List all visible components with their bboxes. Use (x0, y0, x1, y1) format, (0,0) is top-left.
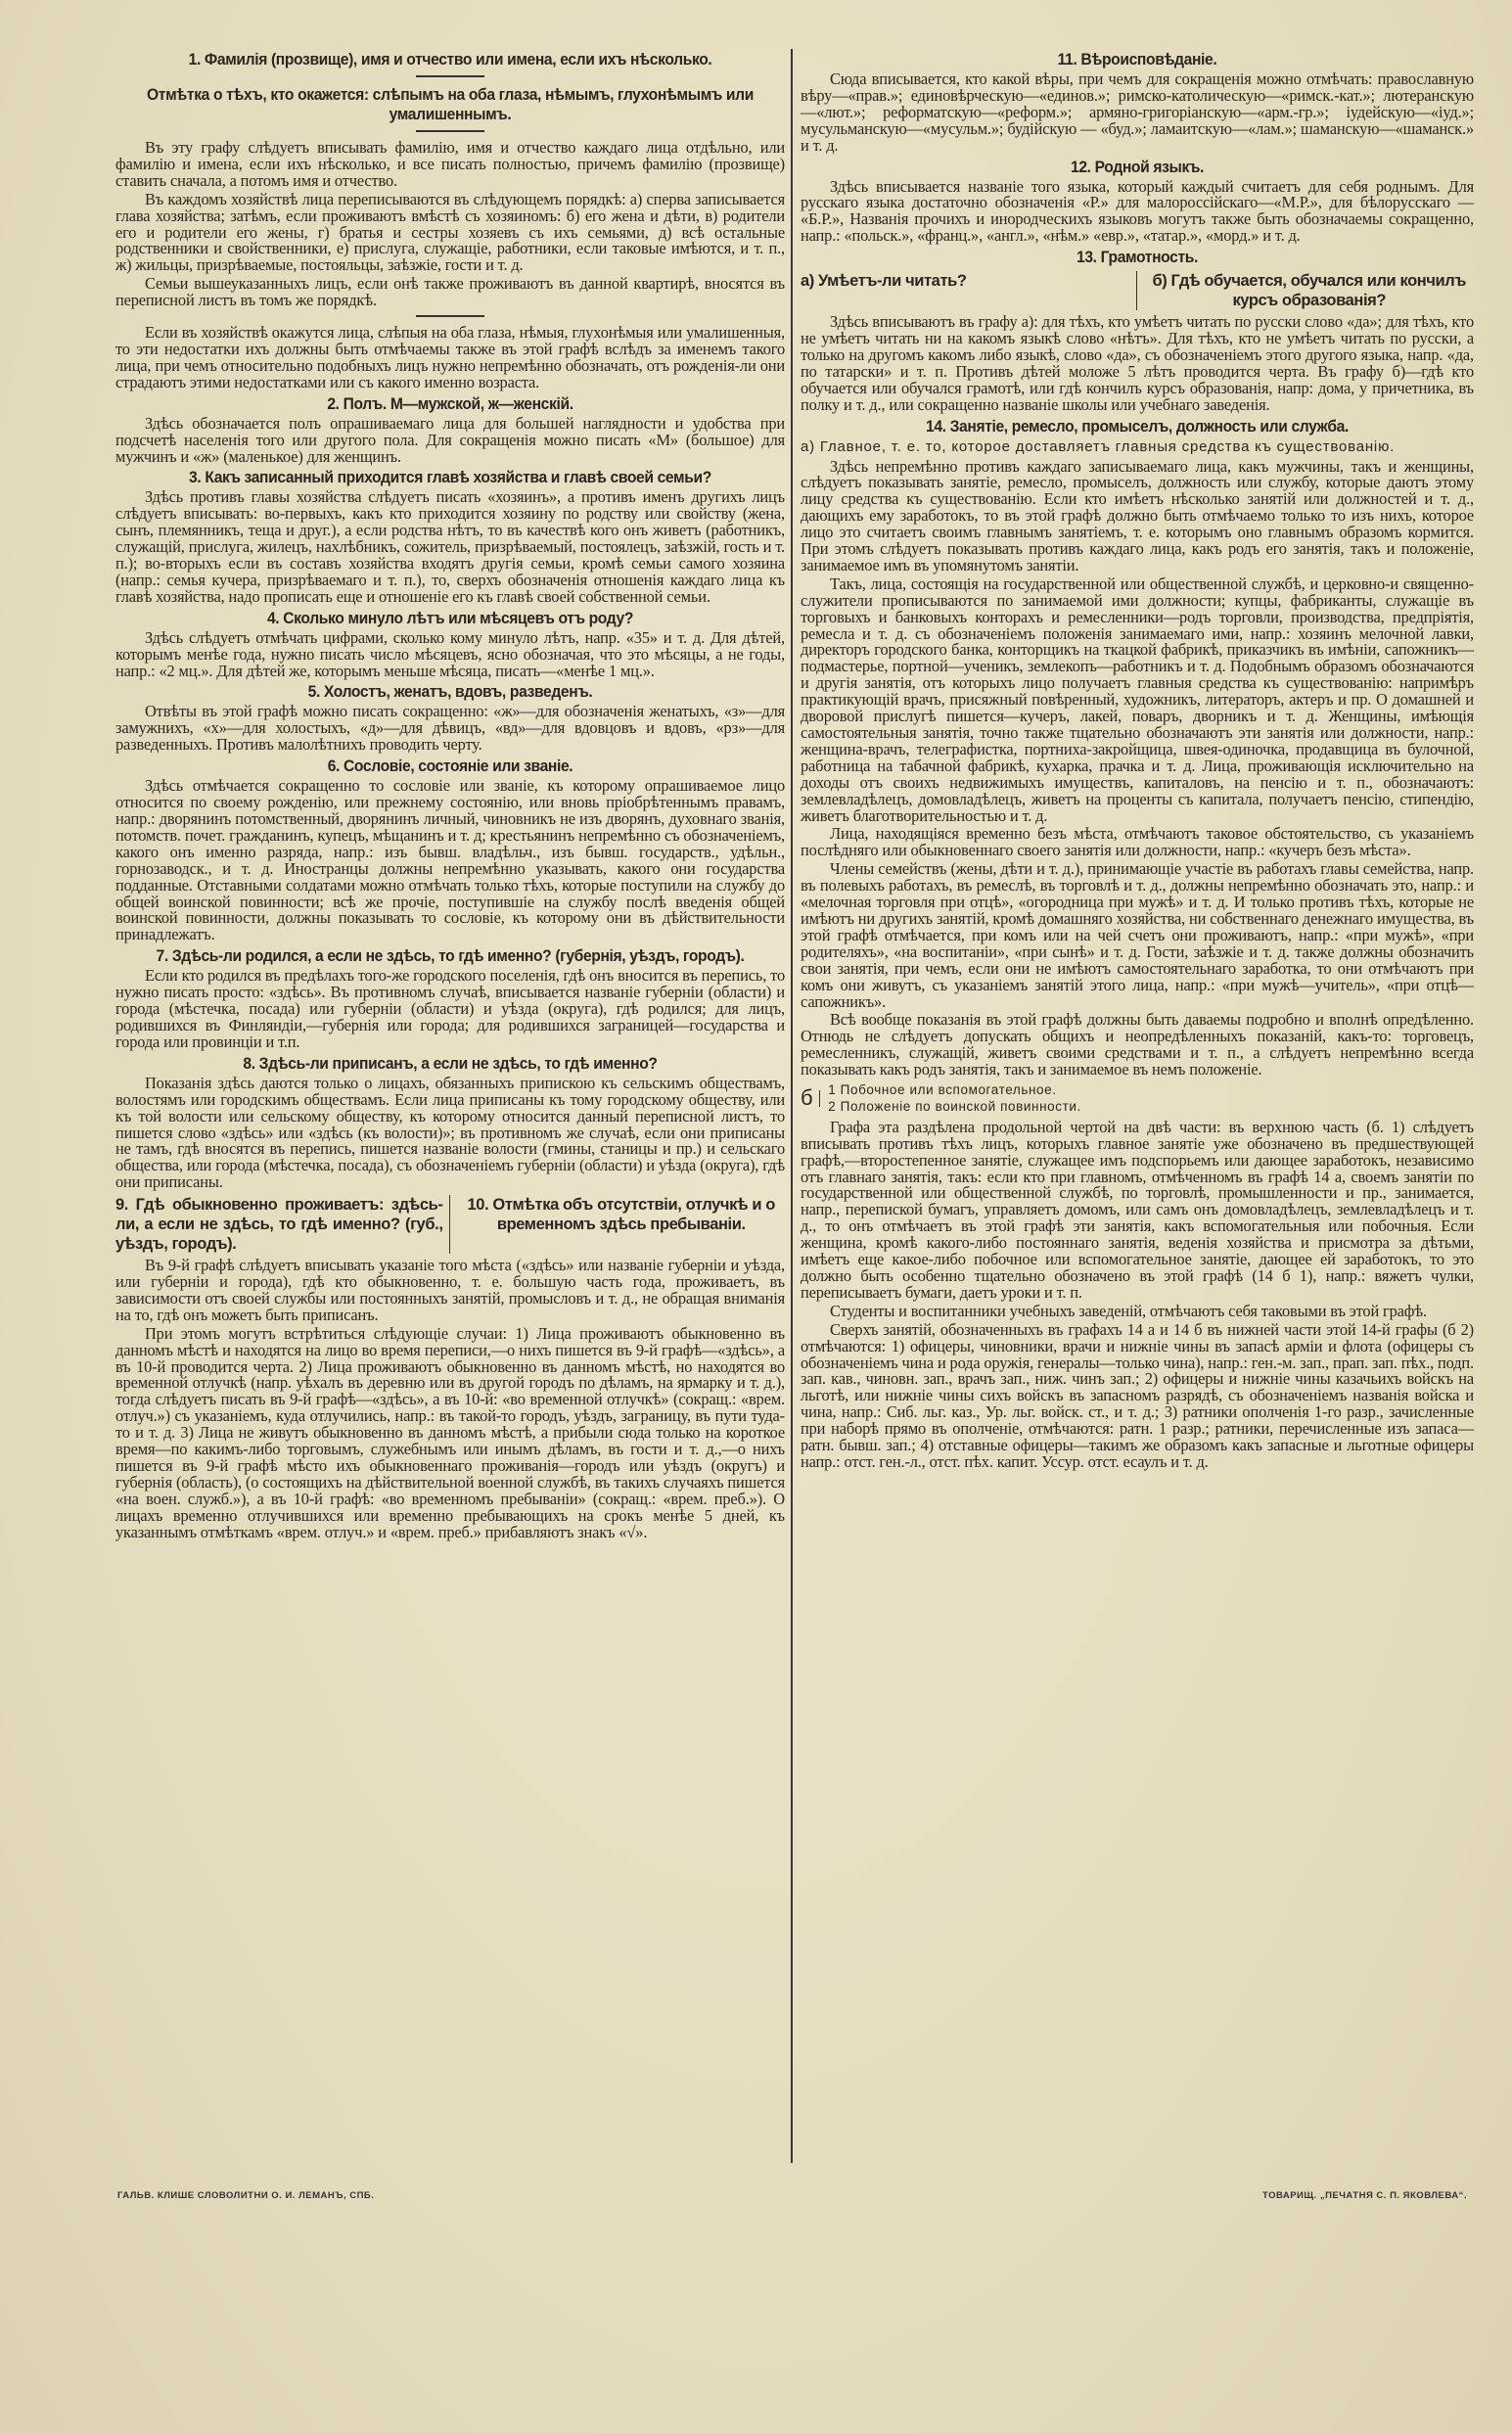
paragraph: Здѣсь вписываютъ въ графу а): для тѣхъ, кто умѣетъ читать по русски слово «да»; для тѣхъ, кто не умѣетъ читать ни на какомъ языкѣ слово «нѣтъ». Для тѣхъ, кто не умѣетъ читать по русски, а только на другомъ какомъ либо языкѣ, слово «да», съ обозначеніемъ этого другого языка, напр. «да, по татарски» и т. п. Противъ дѣтей моложе 5 лѣтъ проводится черта. Въ графу б)—гдѣ кто обучается или обучался грамотѣ, или гдѣ кончилъ курсъ образованія, напр: дома, у причетника, въ полку и т. д., или сокращенно названіе школы или учебнаго заведенія. (801, 312, 1474, 414)
paragraph: Графа эта раздѣлена продольной чертой на двѣ части: въ верхнюю часть (б. 1) слѣдуетъ вписывать противъ тѣхъ лицъ, которыхъ главное занятіе уже обозначено въ предшествующей графѣ,—второстепенное занятіе, служащее имъ подспорьемъ или дающее заработокъ, независимо отъ главнаго занятія, такъ: если кто при главномъ, отмѣченномъ въ графѣ 14 а, своемъ занятіи по государственной или общественной службѣ, по торговлѣ, промышленности и пр., занимается, напр., перепиской бумагъ, управляетъ домомъ, или самъ онъ домовладѣлецъ, землевладѣлецъ и т. д., то онъ отмѣчаетъ въ этой графѣ эти занятія, какъ вспомогательныя или побочныя. Если женщина, кромѣ какого-либо постояннаго занятія, веденія хозяйства и присмотра за дѣтьми, имѣетъ еще какое-либо побочное или вспомогательное занятіе, дающее ей заработокъ, то это должно быть особенно тщательно обозначено въ этой графѣ (14 б 1), напр.: вяжетъ чулки, переписываетъ бумаги, даетъ уроки и т. п. (801, 1117, 1474, 1302)
split-heading-right: б) Гдѣ обучается, обучался или кончилъ курсъ образованія? (1152, 272, 1467, 310)
footer-right-imprint: ТОВАРИЩ. „ПЕЧАТНЯ С. П. ЯКОВЛЕВА“. (1262, 2190, 1467, 2201)
paragraph: Если кто родился въ предѣлахъ того-же городского поселенія, гдѣ онъ вносится въ перепись, то нужно писать просто: «здѣсь». Въ противномъ случаѣ, вписывается названіе губерніи (области) и города (мѣстечка, посада) или губерніи (области) и уѣзда (округа), гдѣ родился; для лицъ, родившихся въ Финляндіи,—губернія или города; для родившихся заграницей—государства и города или провинціи и т.п. (115, 966, 785, 1051)
section-heading: 8. Здѣсь-ли приписанъ, а если не здѣсь, то гдѣ именно? (243, 1053, 658, 1073)
subheading: а) Главное, т. е. то, которое доставляетъ главныя средства къ существованію. (801, 437, 1396, 455)
right-column (801, 47, 1474, 1473)
footer-left-imprint: ГАЛЬВ. КЛИШЕ СЛОВОЛИТНИ О. И. ЛЕМАНЪ, СПБ. (117, 2190, 375, 2201)
paragraph: Здѣсь отмѣчается сокращенно то сословіе или званіе, къ которому опрашиваемое лицо относится по своему рожденію, или прежнему состоянію, или вновь пріобрѣтеннымъ правамъ, напр.: дворянинъ потомственный, дворянинъ личный, чиновникъ не изъ дворянъ, духовнаго званія, потомств. почет. гражданинъ, купецъ, мѣщанинъ и т. д; крестьянинъ непремѣнно съ обозначеніемъ, какого онъ именно разряда, напр.: изъ бывш. владѣльч., изъ бывш. государств., удѣльн., горнозаводск., и т. д. Иностранцы должны непремѣнно указывать, какого они государства подданные. Отставными солдатами можно отмѣчать только тѣхъ, которые поступили на службу до общей воинской повинности; всѣ же прочіе, поступившіе на службу послѣ введенія общей воинской повинности, должны показывать то сословіе, къ которому они въ дѣйствительности принадлежатъ. (115, 776, 785, 944)
section-heading: 11. Вѣроисповѣданіе. (1057, 50, 1217, 69)
brace-items (828, 1082, 1081, 1116)
section-divider (416, 315, 484, 317)
paragraph: Семьи вышеуказанныхъ лицъ, если онѣ также проживаютъ въ данной квартирѣ, вносятся въ переписной листъ въ томъ же порядкѣ. (115, 274, 785, 310)
section-heading: 14. Занятіе, ремесло, промыселъ, должность или служба. (925, 416, 1349, 436)
paragraph: Такъ, лица, состоящія на государственной или общественной службѣ, и церковно-и священно-служители прописываются по занимаемой ими должности; купцы, фабриканты, служащіе въ торговыхъ и банковыхъ конторахъ и ремесленники—родъ торговли, производства, предпріятія, ремесла и т. д. съ обозначеніемъ положенія занимаемаго ими, напр.: хозяинъ мелочной лавки, директоръ городского банка, конторщикъ на ткацкой фабрикѣ, приказчикъ въ имѣніи, сапожникъ—подмастерье, портной—ученикъ, землекопъ—работникъ и т. д. Подобнымъ образомъ обозначаются и другія занятія, отъ которыхъ лицо получаетъ главныя средства къ существованію: напримѣръ практикующій врачъ, присяжный повѣренный, художникъ, литераторъ, актеръ и пр. О домашней и дворовой прислугѣ пишется—кучеръ, лакей, поваръ, дворникъ и т. д. Женщины, имѣющія самостоятельныя занятія, точно также тщательно обозначаютъ эти занятія или должности, напр.: женщина-врачъ, телеграфистка, портниха-закройщица, швея-одиночка, продавщица въ булочной, работница на табачной фабрикѣ, кухарка, прачка и т. д. Лица, проживающія исключительно на доходы отъ своихъ недвижимыхъ имуществъ, капиталовъ, на пенсію и т. п., обозначаютъ: землевладѣлецъ, домовладѣлецъ, живетъ на проценты съ капитала, получаетъ пенсію, стипендію, живетъ благотворительностью и т. д. (801, 574, 1474, 825)
section-heading: 2. Полъ. М—мужской, ж—женскій. (327, 393, 573, 413)
section-heading: 3. Какъ записанный приходится главѣ хозяйства и главѣ своей семьи? (189, 468, 711, 487)
section-heading: Отмѣтка о тѣхъ, кто окажется: слѣпымъ на оба глаза, нѣмымъ, глухонѣмымъ или умалишеннымъ. (147, 85, 754, 123)
paragraph: Всѣ вообще показанія въ этой графѣ должны быть даваемы подробно и вполнѣ опредѣленно. Отнюдь не слѣдуетъ допускать общихъ и неопредѣленныхъ показаній, какъ-то: торговецъ, ремесленникъ, служащій, живетъ своими средствами и т. п., а слѣдуетъ непремѣнно всегда показывать какъ родъ занятія, такъ и занимаемое въ немъ положеніе. (801, 1010, 1474, 1079)
brace-item: 2 Положеніе по воинской повинности. (828, 1098, 1081, 1114)
paragraph: Лица, находящіяся временно безъ мѣста, отмѣчаютъ таковое обстоятельство, съ указаніемъ послѣдняго или обыкновеннаго своего занятія или должности, напр.: «кучеръ безъ мѣста». (801, 824, 1474, 860)
section-heading: 6. Сословіе, состояніе или званіе. (327, 757, 573, 776)
section-heading: 5. Холостъ, женатъ, вдовъ, разведенъ. (307, 682, 593, 702)
left-column (115, 47, 785, 1543)
split-heading-left: а) Умѣетъ-ли читать? (801, 271, 1137, 310)
brace-item: 1 Побочное или вспомогательное. (828, 1082, 1057, 1098)
paragraph: Сверхъ занятій, обозначенныхъ въ графахъ 14 а и 14 б въ нижней части этой 14-й графы (б 2) отмѣчаются: 1) офицеры, чиновники, врачи и нижніе чины въ запасѣ арміи и флота (офицеры съ обозначеніемъ чина и рода оружія, генералы—только чина), напр.: ген.-м. зап., прап. зап. пѣх., подп. зап. кав., чиновн. зап., врачъ зап., ниж. чинъ зап.; 2) офицеры и нижніе чины казачьихъ войскъ на льготѣ, или нижніе чины сихъ войскъ въ запасномъ разрядѣ, съ обозначеніемъ названія войска и чина, напр.: Сиб. льг. каз., Ур. льг. войск. ст., и т. д.; 3) ратники ополченія 1-го разр., зачисленные при наборѣ прямо въ ополченіе, отмѣчаются: ратн. 1 разр.; ратники, перечисленные изъ запаса—ратн. бывш. зап.; 4) отставные офицеры—такимъ же образомъ какъ запасные и льготные офицеры напр.: отст. ген.-л., отст. пѣх. капит. Уссур. отст. есаулъ и т. д. (801, 1319, 1475, 1471)
paragraph: Если въ хозяйствѣ окажутся лица, слѣпыя на оба глаза, нѣмыя, глухонѣмыя или умалишенныя, то эти недостатки ихъ должны быть отмѣчаемы также въ этой графѣ вслѣдъ за именемъ такого лица, при чемъ относительно подобныхъ лицъ нужно непремѣнно обозначать, отъ рожденія-ли они страдаютъ этими недостатками или съ какого именно возраста. (115, 323, 785, 391)
paragraph: Здѣсь вписывается названіе того языка, который каждый считаетъ для себя роднымъ. Для русскаго языка достаточно обозначенія «Р.» для малороссійскаго—«М.Р.», для бѣлорусскаго — «Б.Р.», Названія прочихъ и инородческихъ языковъ могутъ также быть обозначаемы сокращенно, напр.: «польск.», «франц.», «англ.», «нѣм.» «евр.», «татар.», «морд.» и т. д. (801, 176, 1474, 246)
section-heading: 13. Грамотность. (1076, 248, 1199, 267)
paragraph: При этомъ могутъ встрѣтиться слѣдующіе случаи: 1) Лица проживаютъ обыкновенно въ данномъ мѣстѣ и находятся на лицо во время переписи,—о нихъ пишется въ 9-й графѣ—«здѣсь», а въ 10-й проводится черта. 2) Лица проживаютъ обыкновенно въ данномъ мѣстѣ, но находятся во временной отлучкѣ (напр. уѣхалъ въ деревню или въ другой городъ по дѣламъ, на ярмарку и т. д.), тогда слѣдуетъ писать въ 9-й графѣ—«здѣсь», а въ 10-й: «во временной отлучкѣ» (сокращ.: «врем. отлуч.») съ указаніемъ, куда отлучились, напр.: въ такой-то городъ, уѣздъ, заграницу, въ пути туда-то и т. д. 3) Лица не живутъ обыкновенно въ данномъ мѣстѣ, а прибыли сюда только на короткое время—по какимъ-либо торговымъ, служебнымъ или инымъ дѣламъ, въ гости и т. д.,—о нихъ пишется въ 9-й графѣ мѣсто ихъ обыкновеннаго проживанія—городъ или уѣздъ (округъ) и губернія (область), (о состоящихъ на дѣйствительной военной службѣ, въ такихъ случаяхъ пишется «на воен. служб.»), а въ 10-й графѣ: «во временномъ пребываніи» (сокращ.: «врем. преб.»). О лицахъ временно отлучившихся или временно пребывающихъ на срокъ менѣе 5 дней, къ указаннымъ отмѣткамъ «врем. отлуч.» и «врем. преб.» прибавляютъ знакъ «√». (115, 1323, 785, 1541)
column-divider (791, 49, 793, 2163)
split-heading-left: 9. Гдѣ обыкновенно проживаетъ: здѣсь-ли, а если не здѣсь, то гдѣ именно? (губ., уѣздъ, городъ). (115, 1195, 450, 1254)
section-heading: 7. Здѣсь-ли родился, а если не здѣсь, то гдѣ именно? (губернія, уѣздъ, городъ). (156, 946, 745, 966)
section-heading: 12. Родной языкъ. (1071, 157, 1204, 176)
paragraph: Здѣсь противъ главы хозяйства слѣдуетъ писать «хозяинъ», а противъ именъ другихъ лицъ слѣдуетъ вписывать: во-первыхъ, какъ кто приходится хозяину по родству или свойству (жена, сынъ, племянникъ, теща и друг.), а если родства нѣтъ, то въ качествѣ кого онъ живетъ (работникъ, служащій, прислуга, жилецъ, нахлѣбникъ, сожитель, призрѣваемый, постоялецъ, заѣзжій, гость и т. п.); во-вторыхъ если въ составъ хозяйства входятъ другія семьи, кромѣ семьи самого хозяина (напр.: семья кучера, призрѣваемаго и т. п.), то, сверхъ обозначенія отношенія каждаго лица къ главѣ хозяйства, надо прописать еще и отношеніе его къ главѣ своей собственной семьи. (115, 487, 785, 606)
paragraph: Сюда вписывается, кто какой вѣры, при чемъ для сокращенія можно отмѣчать: православную вѣру—«прав.»; единовѣрческую—«единов.»; римско-католическую—«римск.-кат.»; лютеранскую—«лют.»; реформатскую—«реформ.»; армяно-григоріанскую—«арм.-гр.»; іудейскую—«іуд.»; мусульманскую—«мусульм.»; будійскую — «буд.»; ламаитскую—«лам.»; шаманскую—«шаманск.» и т. д. (801, 69, 1474, 155)
split-heading (801, 271, 1474, 310)
paragraph: Въ 9-й графѣ слѣдуетъ вписывать указаніе того мѣста («здѣсь» или названіе губерніи и уѣзда, или губерніи и города), гдѣ кто обыкновенно, т. е. большую часть года, проживаетъ, въ зависимости отъ своей службы или постоянныхъ занятій, промысловъ и т. д., не обращая вниманія на то, гдѣ онъ можетъ быть приписанъ. (115, 1256, 785, 1324)
paragraph: Показанія здѣсь даются только о лицахъ, обязанныхъ припискою къ сельскимъ обществамъ, волостямъ или городскимъ обществамъ. Если лица приписаны къ тому городскому обществу, или къ той волости или сельскому обществу, къ которому относится данный переписной листъ, то пишется слово «здѣсь» или «здѣсь (къ волости)»; въ противномъ же случаѣ, если они приписаны не тамъ, гдѣ вносятся въ перепись, пишется названіе волости (гмины, станицы и пр.) и сельскаго общества, или города (мѣстечка, посада), съ обозначеніемъ губерніи (области) и уѣзда (округа), гдѣ они приписаны. (115, 1073, 785, 1192)
section-divider (416, 75, 484, 77)
paragraph: Здѣсь обозначается полъ опрашиваемаго лица для большей наглядности и удобства при подсчетѣ населенія того или другого пола. Для сокращенія можно писать «М» (большое) для мужчинъ и «ж» (маленькое) для женщинъ. (115, 413, 785, 466)
paragraph: Здѣсь непремѣнно противъ каждаго записываемаго лица, какъ мужчины, такъ и женщины, слѣдуетъ показывать занятіе, ремесло, промыселъ, должность или службу, которые даютъ этому лицу средства къ существованію. Если кто имѣетъ нѣсколько занятій или должностей и т. д., дающихъ ему заработокъ, то въ этой графѣ должно быть отмѣчаемо только то изъ нихъ, которое лицо это считаетъ своимъ главнымъ занятіемъ, т. е. которымъ оно главнымъ образомъ кормится. При этомъ слѣдуетъ показывать противъ каждаго лица, какъ родъ его занятія, такъ и положеніе, занимаемое имъ въ упомянутомъ занятіи. (801, 456, 1474, 574)
split-heading (115, 1195, 785, 1254)
brace-heading (801, 1082, 1474, 1116)
section-divider (416, 130, 484, 132)
section-heading: 1. Фамилія (прозвище), имя и отчество или имена, если ихъ нѣсколько. (188, 50, 712, 69)
paragraph: Студенты и воспитанники учебныхъ заведеній, отмѣчаютъ себя таковыми въ этой графѣ. (830, 1301, 1427, 1320)
paragraph: Здѣсь слѣдуетъ отмѣчать цифрами, сколько кому минуло лѣтъ, напр. «35» и т. д. Для дѣтей, которымъ менѣе года, нужно писать число мѣсяцевъ, ясно обозначая, что это мѣсяцы, а не годы, напр.: «2 мц.». Для дѣтей же, которымъ меньше мѣсяца, писать—«менѣе 1 мц.». (115, 627, 785, 680)
section-heading: 4. Сколько минуло лѣтъ или мѣсяцевъ отъ роду? (266, 608, 634, 627)
split-heading-right: 10. Отмѣтка объ отсутствіи, отлучкѣ и о временномъ здѣсь пребываніи. (467, 1196, 775, 1234)
paragraph: Члены семействъ (жены, дѣти и т. д.), принимающіе участіе въ работахъ главы семейства, напр. въ полевыхъ работахъ, въ ремеслѣ, въ торговлѣ и т. д., должны непремѣнно обозначать это, напр.: и «мелочная торговля при отцѣ», «огородница при мужѣ» и т. д. И только противъ тѣхъ, которые не имѣютъ ни другихъ занятій, кромѣ домашняго хозяйства, ни собственнаго денежнаго имущества, въ этой графѣ отмѣчается, при комъ или на чей счетъ они проживаютъ, напр.: «при мужѣ», «при родителяхъ», «на воспитаніи», «при сынѣ» и т. д. Гости, заѣзжіе и т. д. также должны обозначить свои занятія, при чемъ, если они не имѣютъ самостоятельнаго заработка, то они отмѣчаютъ при комъ они живутъ, съ указаніемъ занятій этого лица, напр.: «при мужѣ—учитель», «при отцѣ—сапожникъ». (801, 859, 1474, 1011)
brace-mark: б (801, 1090, 820, 1107)
paragraph: Отвѣты въ этой графѣ можно писать сокращенно: «ж»—для обозначенія женатыхъ, «з»—для замужнихъ, «х»—для холостыхъ, «д»—для дѣвицъ, «вд»—для вдовцовъ и вдовъ, «рз»—для разведенныхъ. Противъ малолѣтнихъ проводить черту. (115, 702, 785, 755)
paragraph: Въ каждомъ хозяйствѣ лица переписываются въ слѣдующемъ порядкѣ: а) сперва записывается глава хозяйства; затѣмъ, если проживаютъ вмѣстѣ съ хозяиномъ: б) его жена и дѣти, в) родители его и родители его жены, г) братья и сестры хозяевъ съ ихъ семьями, д) всѣ остальные родственники и свойственники, е) прислуга, служащіе, работники, если таковые имѣются, и т. п., ж) жильцы, призрѣваемые, постояльцы, заѣзжіе, гости и т. д. (115, 189, 785, 275)
paragraph: Въ эту графу слѣдуетъ вписывать фамилію, имя и отчество каждаго лица отдѣльно, или фамилію и имена, если ихъ нѣсколько, и все писать полностью, причемъ фамилію (прозвище) ставить сначала, а потомъ имя и отчество. (115, 138, 785, 190)
